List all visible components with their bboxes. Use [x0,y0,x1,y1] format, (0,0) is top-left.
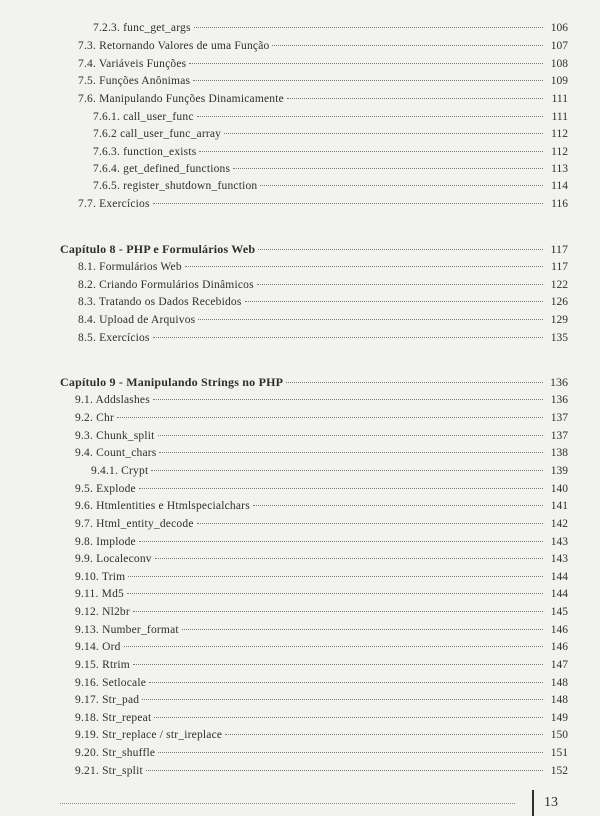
dot-leader [245,301,543,302]
toc-entry [78,295,568,309]
dot-leader [133,664,543,665]
dot-leader [154,717,543,718]
dot-leader [197,116,543,117]
toc-entry-label: 7.3. Retornando Valores de uma Função [78,40,270,52]
dot-leader [127,593,543,594]
toc-entry-page: 145 [550,606,568,618]
toc-entry [75,693,568,707]
dot-leader [189,63,543,64]
toc-entry-page: 117 [551,261,568,273]
toc-entry-page: 143 [550,553,568,565]
toc-entry-page: 136 [550,375,568,389]
toc-entry-page: 109 [550,75,568,87]
dot-leader [117,417,543,418]
dot-leader [153,337,543,338]
toc-entry-page: 116 [551,198,568,210]
toc-entry [78,278,568,292]
toc-entry-page: 139 [550,465,568,477]
dot-leader [139,541,543,542]
toc-entry [91,464,568,478]
toc-entry [75,393,568,407]
toc-entry-label: 9.16. Setlocale [75,677,147,689]
toc-entry-label: 9.10. Trim [75,571,126,583]
dot-leader [233,168,543,169]
toc-entry-label: 9.18. Str_repeat [75,712,152,724]
toc-entry [93,179,568,193]
page-number: 13 [544,795,558,810]
toc-entry-label: 7.6. Manipulando Funções Dinamicamente [78,93,284,105]
toc-entry [75,517,568,531]
toc-entry-label: 8.2. Criando Formulários Dinâmicos [78,279,254,291]
dot-leader [142,699,543,700]
toc-entry-page: 138 [550,447,568,459]
toc-entry-label: 9.4.1. Crypt [91,465,149,477]
toc-entry-page: 129 [550,314,568,326]
toc-entry-page: 140 [550,483,568,495]
dot-leader [128,576,543,577]
toc-entry [75,640,568,654]
toc-entry-page: 111 [551,111,568,123]
toc-entry-page: 137 [550,412,568,424]
toc-entry [78,260,568,274]
toc-entry-label: 9.4. Count_chars [75,447,157,459]
toc-entry-page: 141 [550,500,568,512]
dot-leader [153,399,543,400]
toc-entry-label: 7.2.3. func_get_args [93,22,191,34]
dot-leader [198,319,543,320]
footer-dotted-rule [60,803,515,804]
dot-leader [225,734,543,735]
toc-entry-page: 148 [550,677,568,689]
toc-entry [78,313,568,327]
toc-entry-page: 146 [550,641,568,653]
toc-entry [78,331,568,345]
dot-leader [146,770,543,771]
toc-entry-page: 111 [551,93,568,105]
dot-leader [258,249,543,250]
toc-entry-page: 147 [550,659,568,671]
toc-entry-label: 7.7. Exercícios [78,198,150,210]
toc-entry [75,570,568,584]
toc-entry-label: 7.6.4. get_defined_functions [93,163,231,175]
dot-leader [155,558,543,559]
toc-entry [78,74,568,88]
dot-leader [194,27,543,28]
toc-entry-label: 9.6. Htmlentities e Htmlspecialchars [75,500,250,512]
toc-entry-label: 9.1. Addslashes [75,394,150,406]
toc-entry [75,587,568,601]
toc-entry [93,145,568,159]
toc-entry [78,39,568,53]
toc-entry-label: 9.13. Number_format [75,624,179,636]
toc-entry-label: 9.5. Explode [75,483,136,495]
toc-entry [75,429,568,443]
toc-entry-page: 146 [550,624,568,636]
toc-entry-label: 9.9. Localeconv [75,553,152,565]
dot-leader [253,505,543,506]
toc-entry-label: 8.1. Formulários Web [78,261,182,273]
dot-leader [151,470,543,471]
toc-entry [78,197,568,211]
toc-entry-label: 9.21. Str_split [75,765,143,777]
dot-leader [153,203,543,204]
toc-entry-label: 7.6.5. register_shutdown_function [93,180,258,192]
toc-entry-page: 113 [551,163,568,175]
toc-entry-page: 151 [550,747,568,759]
dot-leader [133,611,543,612]
toc-entry-label: 7.6.3. function_exists [93,146,197,158]
toc-entry [75,605,568,619]
toc-entry-page: 107 [550,40,568,52]
toc-entry-label: 7.5. Funções Anônimas [78,75,191,87]
toc-entry [75,623,568,637]
toc-entry-label: 8.4. Upload de Arquivos [78,314,196,326]
dot-leader [224,133,543,134]
toc-entry-page: 112 [551,128,568,140]
toc-entry [75,746,568,760]
toc-entry [75,482,568,496]
toc-entry-page: 148 [550,694,568,706]
dot-leader [149,682,543,683]
dot-leader [193,80,543,81]
toc-chapter-heading [60,375,568,389]
toc-entry-label: 9.17. Str_pad [75,694,140,706]
toc-entry-label: 9.19. Str_replace / str_ireplace [75,729,223,741]
toc-entry-page: 114 [551,180,568,192]
toc-entry-page: 112 [551,146,568,158]
toc-entry-page: 126 [550,296,568,308]
toc-entry-label: 9.20. Str_shuffle [75,747,156,759]
toc-entry-page: 122 [550,279,568,291]
toc-entry-page: 106 [550,22,568,34]
toc-entry-label: 9.8. Implode [75,536,136,548]
toc-entry-page: 108 [550,58,568,70]
toc-entry [78,57,568,71]
toc-entry-page: 144 [550,571,568,583]
toc-entry-label: 7.6.1. call_user_func [93,111,194,123]
toc-entry [75,728,568,742]
dot-leader [158,435,543,436]
footer-vertical-rule [532,790,534,816]
toc-entry-label: Capítulo 8 - PHP e Formulários Web [60,242,256,256]
toc-entry [93,162,568,176]
dot-leader [199,151,543,152]
toc-entry [93,110,568,124]
dot-leader [182,629,543,630]
toc-entry [75,499,568,513]
toc-entry [75,535,568,549]
toc-entry [75,446,568,460]
dot-leader [139,488,543,489]
toc-entry-label: 8.3. Tratando os Dados Recebidos [78,296,242,308]
dot-leader [124,646,543,647]
toc-entry-label: 8.5. Exercícios [78,332,150,344]
toc-entry-label: 9.12. Nl2br [75,606,130,618]
toc-entry-page: 149 [550,712,568,724]
toc-entry [75,552,568,566]
toc-chapter-heading [60,242,568,256]
toc-entry-page: 137 [550,430,568,442]
toc-entry-label: Capítulo 9 - Manipulando Strings no PHP [60,375,284,389]
toc-entry [93,21,568,35]
toc-entry-label: 7.4. Variáveis Funções [78,58,187,70]
dot-leader [287,98,543,99]
toc-entry [93,127,568,141]
toc-entry [78,92,568,106]
dot-leader [260,185,543,186]
dot-leader [158,752,543,753]
toc-entry-page: 135 [550,332,568,344]
dot-leader [185,266,543,267]
toc-entry [75,411,568,425]
toc-entry-label: 7.6.2 call_user_func_array [93,128,222,140]
toc-entry [75,711,568,725]
toc-entry-label: 9.11. Md5 [75,588,124,600]
dot-leader [272,45,543,46]
dot-leader [159,452,543,453]
toc-entry-label: 9.14. Ord [75,641,121,653]
toc-entry-page: 143 [550,536,568,548]
dot-leader [286,382,543,383]
toc-entry-page: 142 [550,518,568,530]
toc-entry [75,658,568,672]
dot-leader [197,523,543,524]
toc-entry-label: 9.3. Chunk_split [75,430,155,442]
toc-entry-page: 144 [550,588,568,600]
toc-entry-label: 9.15. Rtrim [75,659,130,671]
dot-leader [257,284,543,285]
toc-entry-label: 9.2. Chr [75,412,114,424]
toc-entry [75,764,568,778]
toc-entry-page: 117 [550,242,568,256]
toc-entry [75,676,568,690]
toc-entry-page: 150 [550,729,568,741]
toc-entry-page: 152 [550,765,568,777]
toc-entry-label: 9.7. Html_entity_decode [75,518,194,530]
toc-entry-page: 136 [550,394,568,406]
